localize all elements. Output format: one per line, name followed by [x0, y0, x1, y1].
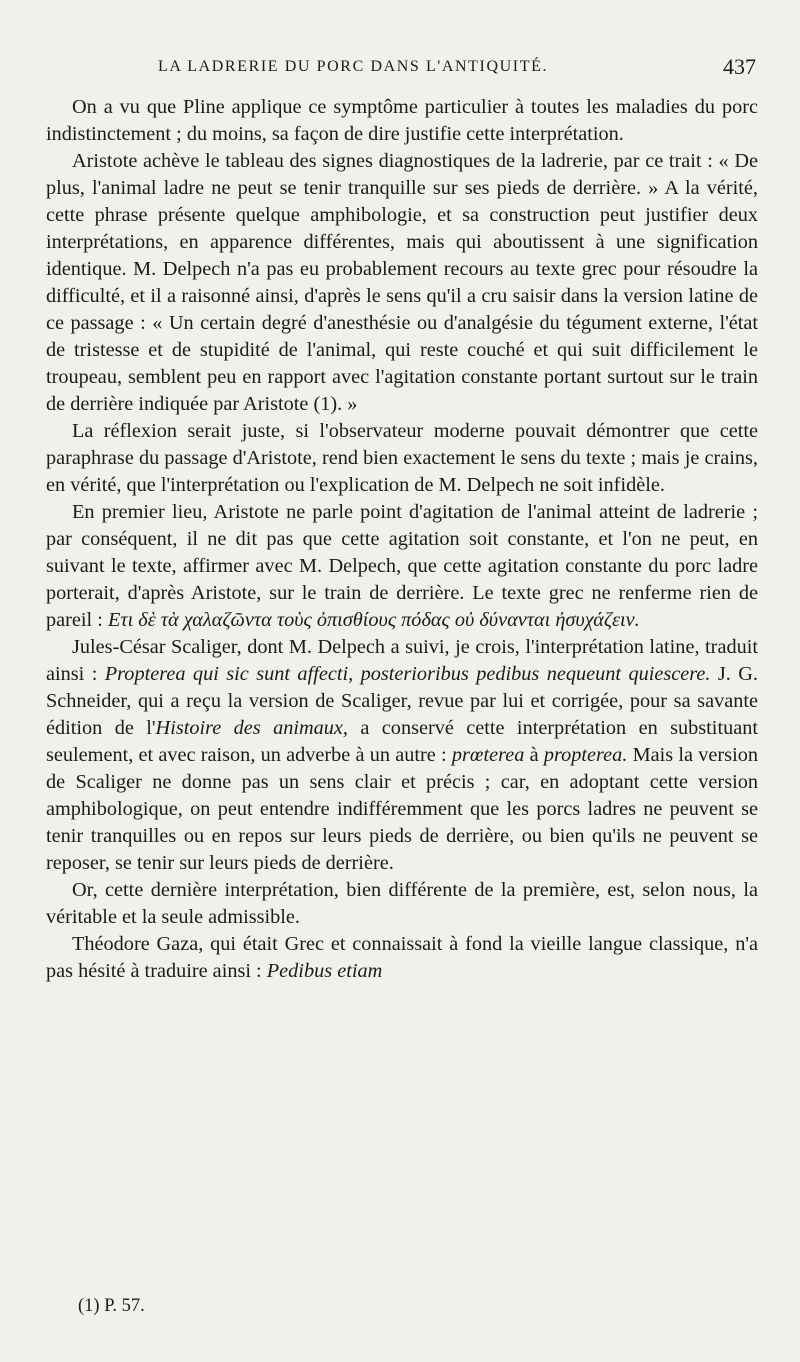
page-header: [46, 54, 756, 88]
paragraph-text: J. G. Schneider, qui a reçu la version de Scaliger, revue par lui et corrigée, pour sa savante édition de l': [46, 663, 758, 739]
paragraph: [46, 634, 758, 877]
footnote: (1) P. 57.: [78, 1296, 145, 1316]
running-title: LA LADRERIE DU PORC DANS L'ANTIQUITÉ.: [158, 58, 549, 75]
latin-quote: Histoire des animaux,: [155, 717, 349, 739]
latin-quote: prœterea: [451, 744, 525, 766]
paragraph: [46, 418, 758, 499]
paragraph-text: à: [524, 744, 544, 766]
greek-quote: Ετι δὲ τὰ χαλαζῶντα τοὺς ὀπισθίους πόδας οὐ δύνανται ἠσυχάζειν.: [107, 609, 640, 631]
paragraph: [46, 94, 758, 148]
paragraph-text: En premier lieu, Aristote ne parle point d'agitation de l'animal atteint de ladrerie ; par conséquent, il ne dit pas que cette agitation soit constante, et l'on ne peut, en suivant le texte, affirmer avec M. Delpech, que cette agitation constante du porc ladre porterait, d'après Aristote, sur le train de derrière. Le texte grec ne renferme rien de pareil :: [46, 501, 758, 631]
paragraph-text: Théodore Gaza, qui était Grec et connaissait à fond la vieille langue classique, n'a pas hésité à traduire ainsi :: [46, 933, 758, 982]
latin-quote: Pedibus etiam: [266, 960, 383, 982]
paragraph: [46, 931, 758, 985]
page-number: 437: [723, 54, 756, 79]
paragraph: [46, 877, 758, 931]
paragraph-text: Mais la version de Scaliger ne donne pas un sens clair et précis ; car, en adoptant cette version amphibologique, on peut entendre indifféremment que les porcs ladres ne peuvent se tenir tranquilles ou en repos sur leurs pieds de derrière, ou bien qu'ils ne peuvent se reposer, se tenir sur leurs pieds de derrière.: [46, 744, 758, 874]
paragraph: [46, 148, 758, 418]
paragraph-text: a conservé cette interprétation en substituant seulement, et avec raison, un adverbe à un autre :: [46, 717, 758, 766]
paragraph: [46, 499, 758, 634]
paragraph-text: Jules-César Scaliger, dont M. Delpech a suivi, je crois, l'interprétation latine, traduit ainsi :: [46, 636, 758, 685]
paragraph-text: Or, cette dernière interprétation, bien différente de la première, est, selon nous, la véritable et la seule admissible.: [46, 879, 758, 928]
paragraph-text: La réflexion serait juste, si l'observateur moderne pouvait démontrer que cette paraphrase du passage d'Aristote, rend bien exactement le sens du texte ; mais je crains, en vérité, que l'interprétation ou l'explication de M. Delpech ne soit infidèle.: [46, 420, 758, 496]
body-text: [46, 94, 758, 985]
paragraph-text: Aristote achève le tableau des signes diagnostiques de la ladrerie, par ce trait : « De plus, l'animal ladre ne peut se tenir tranquille sur ses pieds de derrière. » A la vérité, cette phrase présente quelque amphibologie, et sa construction peut justifier deux interprétations, en apparence différentes, mais qui aboutissent à une signification identique. M. Delpech n'a pas eu probablement recours au texte grec pour résoudre la difficulté, et il a raisonné ainsi, d'après le sens qu'il a cru saisir dans la version latine de ce passage : « Un certain degré d'anesthésie ou d'analgésie du tégument externe, l'état de tristesse et de stupidité de l'animal, qui reste couché et qui suit difficilement le troupeau, semblent peu en rapport avec l'agitation constante portant surtout sur le train de derrière indiquée par Aristote (1). »: [46, 150, 758, 415]
latin-quote: Propterea qui sic sunt affecti, posterioribus pedibus nequeunt quiescere.: [104, 663, 711, 685]
paragraph-text: On a vu que Pline applique ce symptôme particulier à toutes les maladies du porc indistinctement ; du moins, sa façon de dire justifie cette interprétation.: [46, 96, 758, 145]
latin-quote: propterea.: [543, 744, 628, 766]
